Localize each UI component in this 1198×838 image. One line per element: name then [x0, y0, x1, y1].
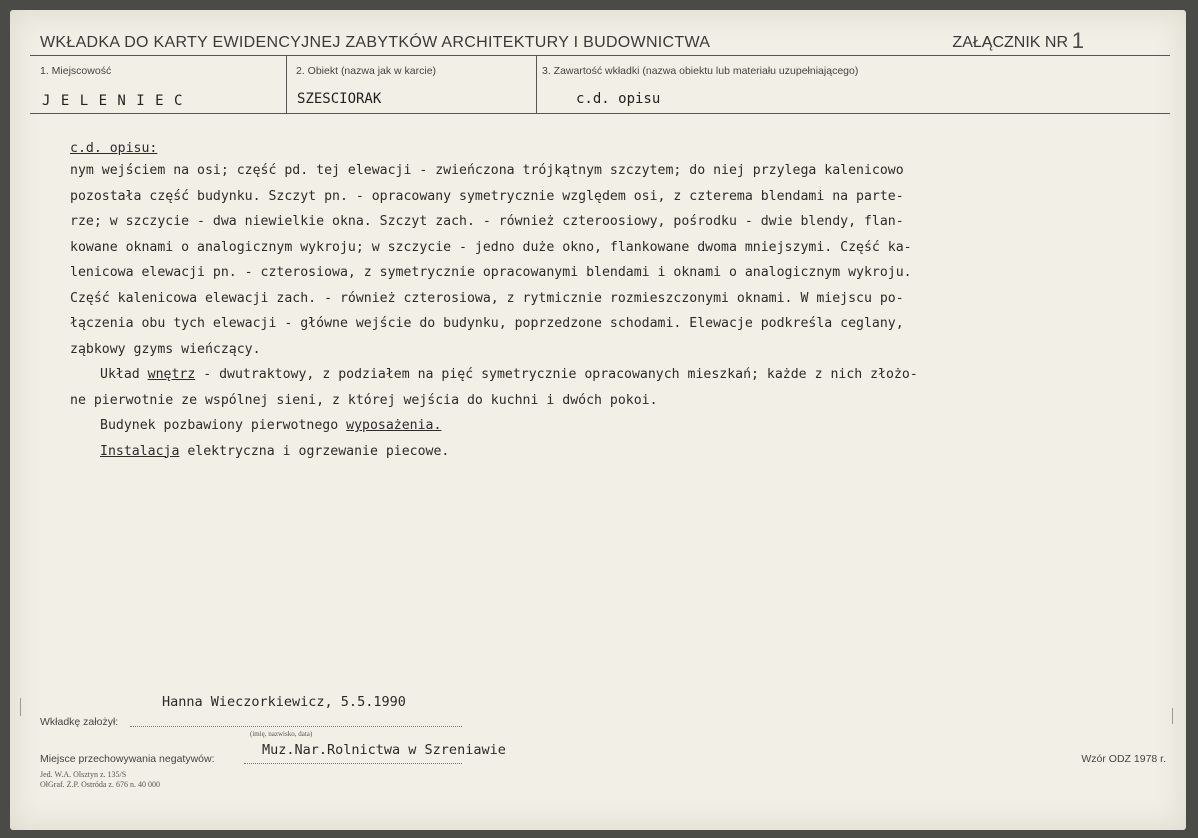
- annex-label: ZAŁĄCZNIK NR: [952, 34, 1068, 51]
- description-line-4: kowane oknami o analogicznym wykroju; w szczycie - jedno duże okno, flankowane dwoma mniejszymi. Część ka-: [70, 239, 912, 255]
- record-card: [10, 10, 1186, 830]
- equipment-lead: Budynek pozbawiony pierwotnego: [100, 418, 347, 433]
- description-line-3: rze; w szczycie - dwa niewielkie okna. Szczyt zach. - również czteroosiowy, pośrodku - dwie blendy, flan-: [70, 214, 904, 229]
- equipment-paragraph: [70, 413, 1130, 439]
- object-label: 2. Obiekt (nazwa jak w karcie): [296, 65, 437, 77]
- description-line-1: nym wejściem na osi; część pd. tej elewacji - zwieńczona trójkątnym szczytem; do niej przylega kalenicowo: [70, 163, 904, 178]
- installation-term: Instalacja: [100, 443, 180, 459]
- insert-author-line: [130, 726, 462, 727]
- column-divider-1: [286, 55, 287, 113]
- insert-author-label: Wkładkę założył:: [40, 716, 119, 728]
- locality-label: 1. Miejscowość: [40, 65, 112, 77]
- column-divider-2: [536, 55, 537, 113]
- margin-mark-right: [1172, 708, 1173, 724]
- printer-note-1: Jed. W.A. Olsztyn z. 135/S: [40, 770, 127, 779]
- name-date-hint: (imię, nazwisko, data): [250, 730, 313, 738]
- description-line-6: Część kalenicowa elewacji zach. - również czterosiowa, z rytmicznie rozmieszczonymi oknami. W miejscu po-: [70, 290, 904, 306]
- interior-paragraph-line-2: ne pierwotnie ze wspólnej sieni, z której wejścia do kuchni i dwóch pokoi.: [70, 392, 658, 408]
- object-value: SZESCIORAK: [297, 91, 382, 107]
- fields-divider: [30, 113, 1170, 114]
- storage-label: Miejsce przechowywania negatywów:: [40, 753, 215, 765]
- interior-rest: - dwutraktowy, z podziałem na pięć symetrycznie opracowanych mieszkań; każde z nich złożo-: [195, 367, 918, 382]
- equipment-term: wyposażenia.: [346, 418, 442, 433]
- contents-value: c.d. opisu: [576, 91, 661, 107]
- description-line-7: łączenia obu tych elewacji - główne wejście do budynku, poprzedzone schodami. Elewacje podkreśla ceglany,: [70, 316, 904, 331]
- form-title: WKŁADKA DO KARTY EWIDENCYJNEJ ZABYTKÓW ARCHITEKTURY I BUDOWNICTWA: [40, 34, 711, 51]
- author-signature: Hanna Wieczorkiewicz, 5.5.1990: [162, 694, 406, 710]
- contents-label: 3. Zawartość wkładki (nazwa obiektu lub materiału uzupełniającego): [542, 65, 859, 77]
- description-heading: c.d. opisu:: [70, 141, 158, 156]
- storage-value: Muz.Nar.Rolnictwa w Szreniawie: [262, 742, 506, 758]
- storage-line: [244, 763, 462, 764]
- description-line-8: ząbkowy gzyms wieńczący.: [70, 341, 261, 357]
- interior-lead: Układ: [100, 367, 148, 382]
- margin-mark-left: [20, 698, 21, 716]
- header-divider: [30, 55, 1170, 56]
- description-line-5: lenicowa elewacji pn. - czterosiowa, z symetrycznie opracowanymi blendami i oknami o analogicznym wykroju.: [70, 265, 912, 280]
- installation-rest: elektryczna i ogrzewanie piecowe.: [179, 443, 450, 459]
- description-line-2: pozostała część budynku. Szczyt pn. - opracowany symetrycznie względem osi, z czterema blendami na parte-: [70, 188, 904, 204]
- interior-paragraph-line-1: [70, 362, 1130, 388]
- interior-term: wnętrz: [147, 367, 196, 382]
- locality-value: J E L E N I E C: [42, 93, 184, 109]
- printer-note-2: OłGraf. Z.P. Ostróda z. 676 n. 40 000: [40, 780, 160, 789]
- form-code: Wzór ODZ 1978 r.: [1081, 753, 1166, 765]
- installation-paragraph: [70, 439, 1130, 465]
- description-body: [70, 140, 1130, 464]
- annex-number: 1: [1071, 28, 1084, 53]
